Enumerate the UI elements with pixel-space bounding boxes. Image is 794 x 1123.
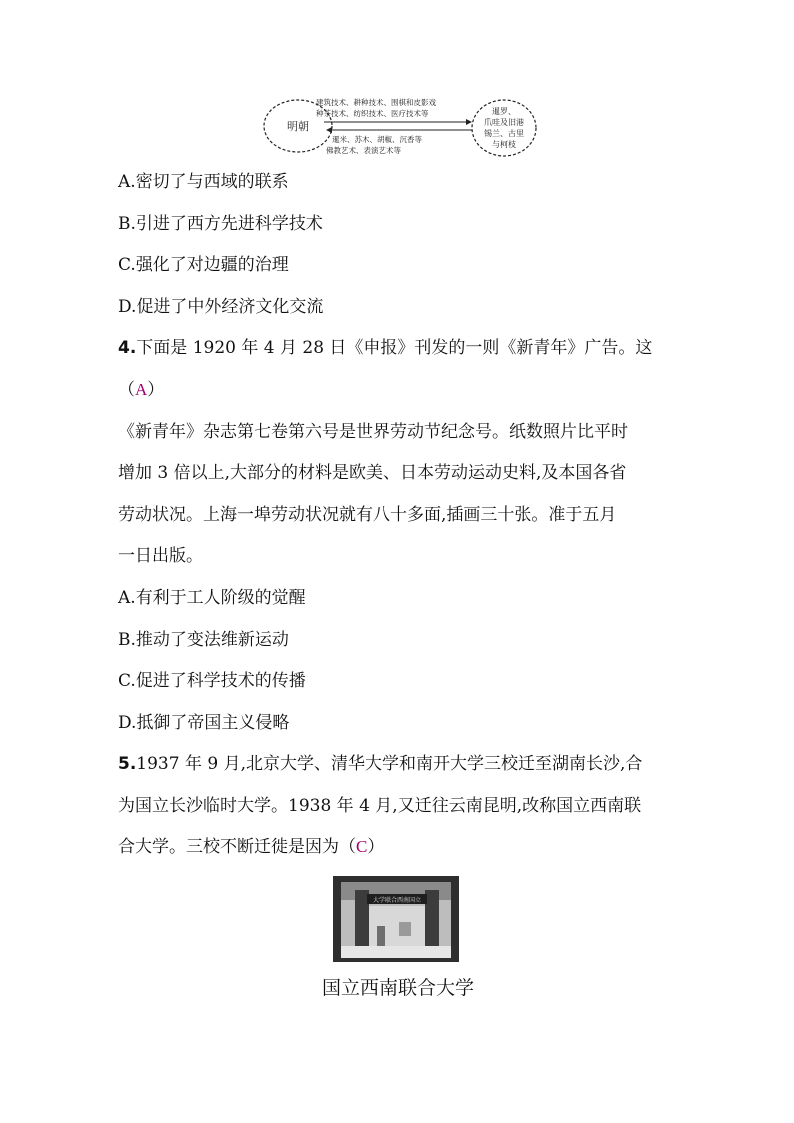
- option-letter: C.: [118, 671, 136, 691]
- q3-option-d: [118, 295, 323, 319]
- q4-quote-line-3: 劳动状况。上海一埠劳动状况就有八十多面,插画三十张。准于五月: [118, 505, 617, 525]
- option-letter: D.: [118, 713, 137, 733]
- countries-label-1: 暹罗、: [492, 107, 516, 116]
- option-letter: B.: [118, 630, 136, 650]
- option-text: 促进了中外经济文化交流: [136, 297, 324, 317]
- university-gate-photo: [333, 876, 459, 962]
- q5-line-2: 为国立长沙临时大学。1938 年 4 月,又迁往云南昆明,改称国立西南联: [118, 796, 642, 816]
- ming-label: 明朝: [287, 120, 309, 133]
- question-stem: 1937 年 9 月,北京大学、清华大学和南开大学三校迁至湖南长沙,合: [136, 754, 643, 774]
- countries-label-2: 爪哇及旧港: [484, 118, 524, 127]
- option-letter: A.: [118, 588, 136, 608]
- answer-letter: A: [135, 380, 148, 399]
- top-line-2: 种茶技术、纺织技术、医疗技术等: [316, 109, 429, 118]
- paren-open: （: [339, 837, 356, 857]
- option-letter: B.: [118, 214, 136, 234]
- option-text: 促进了科学技术的传播: [135, 671, 306, 691]
- bottom-arrow-head: [326, 127, 332, 133]
- q3-option-b: [118, 212, 323, 236]
- paren-close: ）: [147, 380, 165, 400]
- gate-sign-text: 大学联合西南国立: [372, 897, 422, 904]
- question-stem: 合大学。三校不断迁徙是因为: [118, 837, 339, 857]
- bottom-line-2: 佛教艺术、表演艺术等: [326, 146, 401, 155]
- countries-label-4: 与柯枝: [492, 140, 516, 149]
- option-text: 密切了与西域的联系: [135, 172, 289, 192]
- option-letter: A.: [118, 172, 136, 192]
- q4-quote-line-2: 增加 3 倍以上,大部分的材料是欧美、日本劳动运动史料,及本国各省: [118, 463, 627, 483]
- q4-answer: [118, 378, 164, 402]
- photo-caption: 国立西南联合大学: [322, 977, 475, 999]
- option-letter: D.: [118, 297, 137, 317]
- option-text: 推动了变法维新运动: [135, 630, 289, 650]
- q4-stem: [118, 336, 652, 360]
- option-letter: C.: [118, 255, 136, 275]
- q5-line-1: [118, 752, 642, 776]
- option-text: 强化了对边疆的治理: [135, 255, 289, 275]
- question-number: 4.: [118, 338, 137, 358]
- question-number: 5.: [118, 754, 137, 774]
- q4-option-c: [118, 669, 306, 693]
- top-line-1: 建筑技术、耕种技术、围棋和皮影戏: [316, 98, 436, 107]
- countries-label-3: 锡兰、古里: [484, 129, 524, 138]
- paren-close: ）: [367, 837, 385, 857]
- q4-option-b: [118, 628, 289, 652]
- trade-diagram: [260, 92, 540, 164]
- q4-quote-line-4: 一日出版。: [118, 546, 203, 566]
- bottom-line-1: 暹米、苏木、胡椒、沉香等: [332, 135, 422, 144]
- top-arrow-head: [466, 119, 472, 125]
- paren-open: （: [118, 380, 135, 400]
- q4-option-a: [118, 586, 306, 610]
- q3-option-a: [118, 170, 289, 194]
- question-stem: 下面是 1920 年 4 月 28 日《申报》刊发的一则《新青年》广告。这: [136, 338, 653, 358]
- option-text: 引进了西方先进科学技术: [135, 214, 323, 234]
- q4-quote-line-1: 《新青年》杂志第七卷第六号是世界劳动节纪念号。纸数照片比平时: [118, 422, 628, 442]
- answer-letter: C: [356, 837, 368, 856]
- q4-option-d: [118, 711, 289, 735]
- q5-line-3: [118, 835, 384, 859]
- option-text: 有利于工人阶级的觉醒: [135, 588, 306, 608]
- option-text: 抵御了帝国主义侵略: [136, 713, 290, 733]
- q3-option-c: [118, 253, 289, 277]
